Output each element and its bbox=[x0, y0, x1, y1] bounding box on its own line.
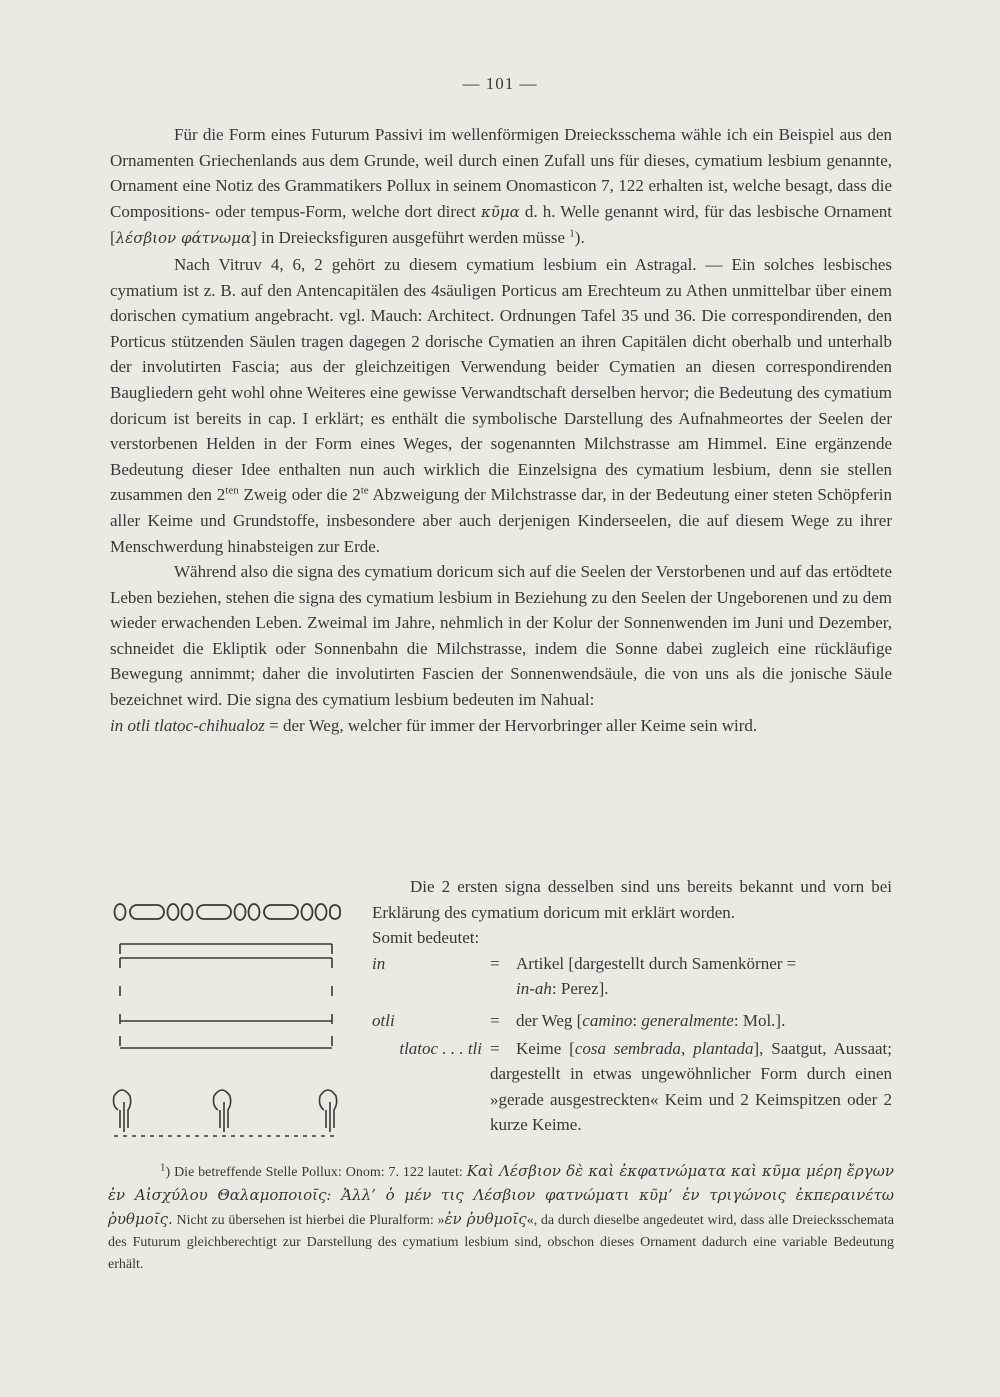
paragraph-1: Für die Form eines Futurum Passivi im wellenförmigen Dreiecksschema wähle ich ein Beispiel aus den Ornamenten Griechenlands aus dem Grunde, weil durch einen Zufall uns für dieses, cymatium lesbium genannte, Ornament eine Notiz des Grammatikers Pollux in seinem Onomasticon 7, 122 erhalten ist, welche besagt, dass die Compositions- oder tempus-Form, welche dort direct κῦμα d. h. Welle genannt wird, für das lesbische Ornament [λέσβιον φάτνωμα] in Dreiecksfiguren ausgeführt werden müsse $^1$). bbox=[110, 125, 892, 248]
bead-chain-illustration bbox=[115, 904, 341, 920]
gloss-term: in bbox=[372, 953, 386, 973]
gloss-row bbox=[372, 1008, 892, 1034]
right-column bbox=[372, 874, 892, 1138]
glossary bbox=[372, 951, 892, 1138]
gloss-term: otli bbox=[372, 1010, 395, 1030]
gloss-def: = Keime [cosa sembrada, plantada], Saatgut, Aussaat; dargestellt in etwas ungewöhnlicher Form durch einen »gerade ausgestreckten« Keim und 2 Keimspitzen oder 2 kurze Keime. bbox=[490, 1038, 893, 1135]
gloss-def: = der Weg [camino: generalmente: Mol.]. bbox=[490, 1010, 786, 1030]
footnote-1: $^1$) Die betreffende Stelle Pollux: Onom: 7. 122 lautet: Καὶ Λέσβιον δὲ καὶ ἐκφατνώματα καὶ κῦμα μέρη ἔργων ἐν Αἰσχύλου Θαλαμοποιοῖς: Ἀλλ’ ὁ μέν τις Λέσβιον φατνώματι κῦμ’ ἐν τριγώνοις ἐκπεραινέτω ῥυθμοῖς. Nicht zu übersehen ist hierbei die Pluralform: »ἐν ῥυθμοῖς«, da durch dieselbe angedeutet wird, dass alle Dreiecksschemata des Futurum gleichberechtigt zur Darstellung des cymatium lesbium sind, obschon dieses Ornament dadurch eine variable Bedeutung erhält. bbox=[108, 1161, 894, 1272]
gloss-row bbox=[372, 951, 892, 1002]
intro-text: Die 2 ersten signa desselben sind uns bereits bekannt und vorn bei Erklärung des cymatium doricum mit erklärt worden. bbox=[372, 877, 892, 922]
page-number: — 101 — bbox=[462, 74, 538, 93]
footnotes bbox=[108, 1160, 894, 1276]
footnote-mark: 1 bbox=[569, 227, 575, 240]
paragraph-3: Während also die signa des cymatium doricum sich auf die Seelen der Verstorbenen und auf das ertödtete Leben beziehen, stehen die signa des cymatium lesbium in Beziehung zu den Seelen der Ungeborenen und zu dem wieder erwachenden Leben. Zweimal im Jahre, nehmlich in der Kolur der Sonnenwenden im Juni und Dezember, schneidet die Ekliptik oder Sonnenbahn die Milchstrasse, indem die Sonne dabei zugleich eine rückläufige Bewegung annimmt; daher die involutirten Fascien der Sonnenwendsäule, die von uns als die jonische Säule bezeichnet wird. Die signa des cymatium lesbium bedeuten im Nahual: bbox=[110, 562, 892, 710]
nahual-line: in otli tlatoc-chihualoz = der Weg, welcher für immer der Hervorbringer aller Keime sein wird. bbox=[110, 715, 758, 735]
gloss-row bbox=[372, 1036, 892, 1138]
ornament-figure bbox=[110, 896, 342, 1146]
path-diagram bbox=[120, 944, 332, 1048]
somit-label: Somit bedeutet: bbox=[372, 928, 480, 948]
germ-figures bbox=[114, 1090, 339, 1136]
gloss-term: tlatoc . . . tli bbox=[399, 1038, 482, 1058]
paragraph-2: Nach Vitruv 4, 6, 2 gehört zu diesem cymatium lesbium ein Astragal. — Ein solches lesbisches cymatium ist z. B. auf den Antencapitälen des 4säuligen Porticus am Erechteum zu Athen unmittelbar über einem dorischen cymatium angebracht. vgl. Mauch: Architect. Ordnungen Tafel 35 und 36. Die correspondirenden, den Porticus stützenden Säulen tragen dagegen 2 dorische Cymatien an ihren Capitälen dicht oberhalb und unterhalb der involutirten Fascia; aus der gleichzeitigen Verwendung beider Cymatien an diesen correspondirenden Baugliedern geht wohl ohne Weiteres eine gewisse Verwandtschaft derselben hervor; die Bedeutung des cymatium doricum ist bereits in cap. I erklärt; es enthält die symbolische Darstellung des Aufnahmeortes der Seelen der verstorbenen Helden in der Form eines Weges, der sogenannten Milchstrasse am Himmel. Eine ergänzende Bedeutung dieser Idee enthalten nun auch wirklich die Einzelsigna des cymatium lesbium, denn sie stellen zusammen den $2^{ten}$ Zweig oder die $2^{te}$ Abzweigung der Milchstrasse dar, in der Bedeutung einer steten Schöpferin aller Keime und Grundstoffe, insbesondere aber auch derjenigen Kinderseelen, die auf diesem Wege zu ihrer Menschwerdung hinabsteigen zur Erde. bbox=[110, 254, 892, 556]
main-text bbox=[110, 122, 892, 738]
gloss-def: = Artikel [dargestellt durch Samenkörner = in-ah: Perez]. bbox=[490, 953, 797, 999]
